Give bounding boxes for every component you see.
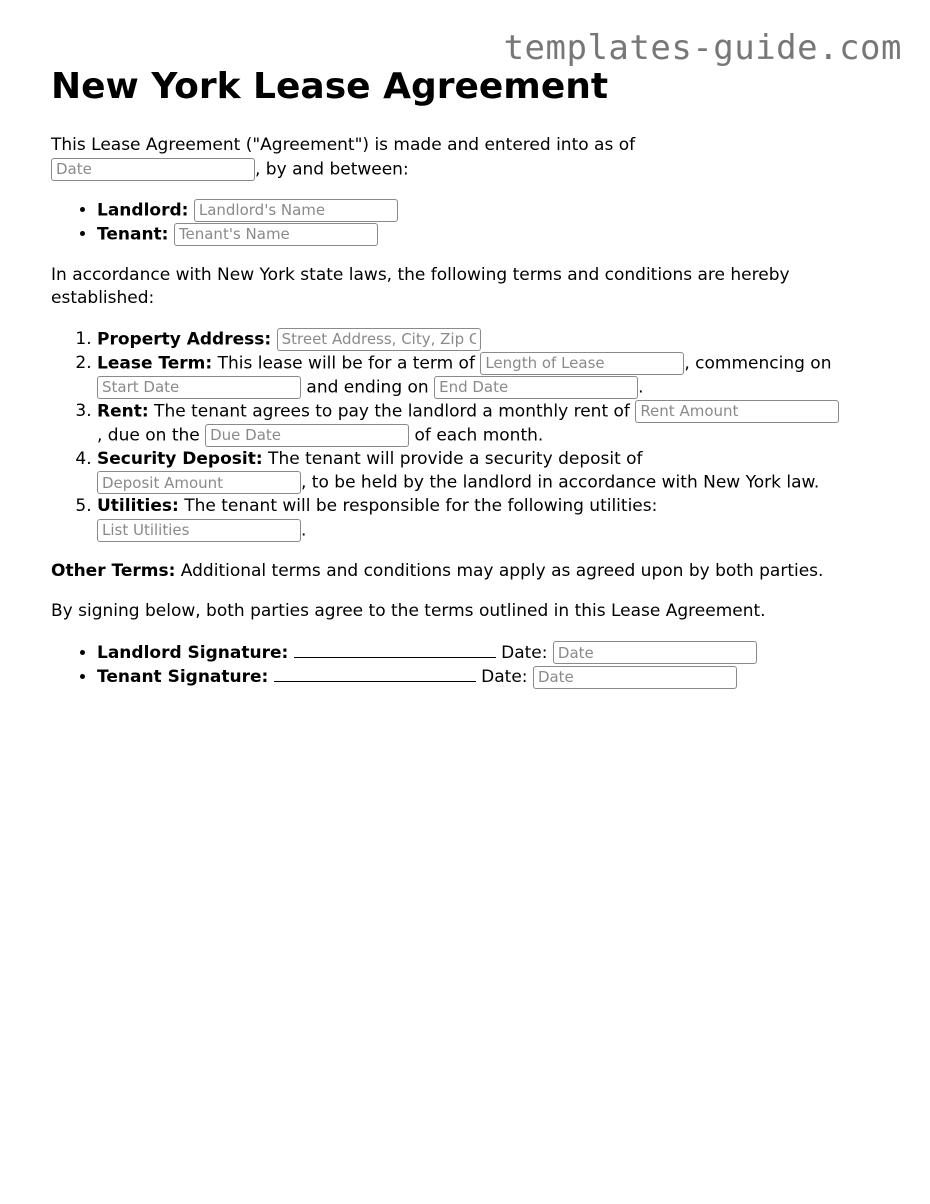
landlord-signature-item <box>97 641 891 666</box>
watermark: templates-guide.com <box>503 28 902 68</box>
tenant-label: Tenant: <box>97 224 169 244</box>
security-deposit-label: Security Deposit: <box>97 448 263 469</box>
parties-list <box>51 199 891 247</box>
landlord-label: Landlord: <box>97 200 189 220</box>
lease-length-input[interactable] <box>480 352 684 375</box>
accordance-paragraph: In accordance with New York state laws, the following terms and conditions are hereby established: <box>51 264 790 308</box>
rent-text-1: The tenant agrees to pay the landlord a monthly rent of <box>148 401 636 421</box>
rent-amount-input[interactable] <box>635 400 839 423</box>
intro-paragraph <box>51 134 891 182</box>
rent-item <box>97 400 891 448</box>
tenant-date-label: Date: <box>475 667 533 687</box>
utilities-input[interactable] <box>97 519 301 542</box>
other-terms-label: Other Terms: <box>51 560 176 581</box>
rent-label: Rent: <box>97 401 149 421</box>
tenant-signature-item <box>97 665 891 690</box>
signatures-list <box>51 641 891 690</box>
utilities-item <box>97 495 891 543</box>
deposit-text-2: , to be held by the landlord in accordance with New York law. <box>301 472 820 493</box>
property-address-input[interactable] <box>277 328 481 351</box>
intro-text-after: , by and between: <box>255 159 409 179</box>
landlord-signature-line[interactable] <box>294 641 496 658</box>
terms-list <box>51 328 891 543</box>
property-address-item <box>97 328 891 352</box>
landlord-signature-date-input[interactable] <box>553 641 757 664</box>
document-title: New York Lease Agreement <box>51 66 609 107</box>
lease-term-text-1: This lease will be for a term of <box>212 353 481 373</box>
tenant-signature-date-input[interactable] <box>533 666 737 689</box>
utilities-text-1: The tenant will be responsible for the following utilities: <box>178 496 658 516</box>
utilities-label: Utilities: <box>97 496 179 516</box>
lease-term-text-3: and ending on <box>301 377 435 397</box>
landlord-signature-label: Landlord Signature: <box>97 642 289 663</box>
landlord-date-label: Date: <box>495 642 553 663</box>
other-terms-text: Additional terms and conditions may apply as agreed upon by both parties. <box>175 560 824 581</box>
rent-due-date-input[interactable] <box>205 424 409 447</box>
lease-term-label: Lease Term: <box>97 353 213 373</box>
landlord-item <box>97 199 891 223</box>
landlord-name-input[interactable] <box>194 199 398 222</box>
rent-text-3: of each month. <box>409 425 544 445</box>
agreement-date-input[interactable] <box>51 158 255 181</box>
deposit-text-1: The tenant will provide a security deposit of <box>262 448 643 469</box>
lease-term-item <box>97 352 891 400</box>
other-terms-paragraph <box>51 560 891 584</box>
intro-text: This Lease Agreement ("Agreement") is made and entered into as of <box>51 135 636 155</box>
signing-paragraph: By signing below, both parties agree to the terms outlined in this Lease Agreement. <box>51 601 766 621</box>
tenant-name-input[interactable] <box>174 223 378 246</box>
security-deposit-item <box>97 448 891 496</box>
utilities-text-2: . <box>301 520 307 540</box>
deposit-amount-input[interactable] <box>97 471 301 494</box>
lease-term-text-4: . <box>638 377 644 397</box>
lease-document <box>51 64 891 707</box>
lease-term-text-2: , commencing on <box>684 353 832 373</box>
tenant-item <box>97 223 891 247</box>
tenant-signature-line[interactable] <box>274 665 476 682</box>
tenant-signature-label: Tenant Signature: <box>97 667 269 687</box>
start-date-input[interactable] <box>97 376 301 399</box>
rent-text-2: , due on the <box>97 425 206 445</box>
end-date-input[interactable] <box>434 376 638 399</box>
property-address-label: Property Address: <box>97 329 272 349</box>
